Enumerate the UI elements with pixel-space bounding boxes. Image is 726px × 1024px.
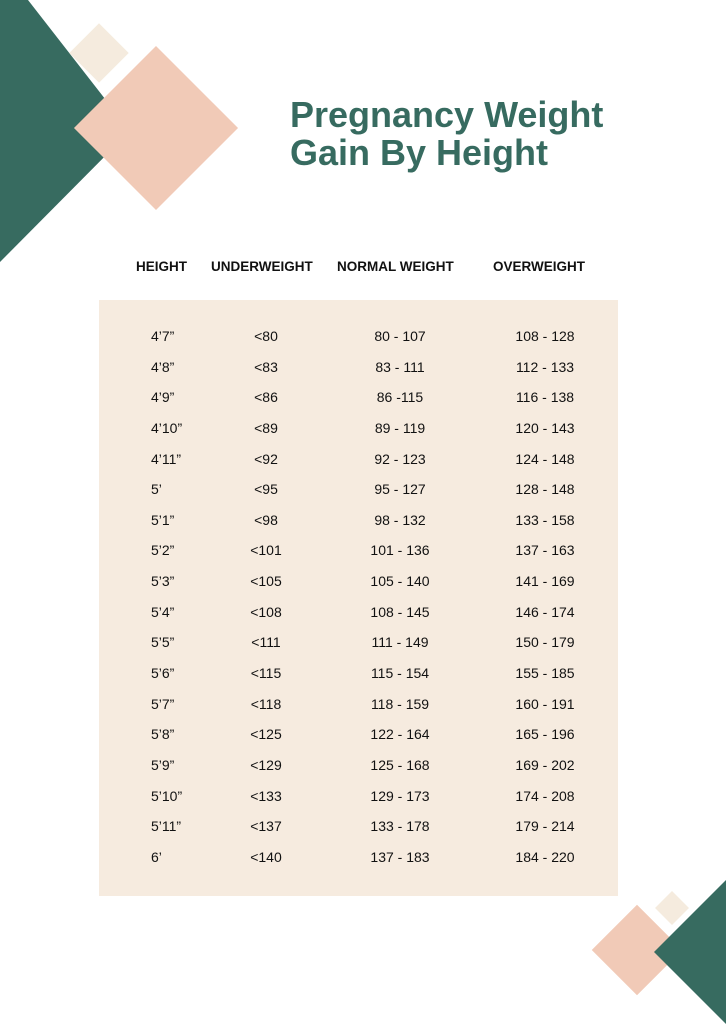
cell-underweight: <108 xyxy=(250,603,282,620)
diamond-cream-bottom-right xyxy=(655,891,689,925)
table-row xyxy=(0,566,726,597)
table-row xyxy=(0,382,726,413)
table-body xyxy=(0,321,726,873)
cell-height: 4’7” xyxy=(151,328,175,344)
table-row xyxy=(0,321,726,352)
cell-height: 6’ xyxy=(151,848,162,865)
cell-normal-weight: 108 - 145 xyxy=(370,603,430,620)
table-row xyxy=(0,505,726,536)
cell-height: 5’1” xyxy=(151,511,175,528)
cell-underweight: <80 xyxy=(254,328,278,344)
cell-underweight: <140 xyxy=(250,848,282,865)
cell-overweight: 160 - 191 xyxy=(515,695,575,712)
cell-normal-weight: 122 - 164 xyxy=(370,726,430,743)
cell-underweight: <95 xyxy=(254,481,278,498)
page-title xyxy=(290,96,670,172)
cell-height: 5’ xyxy=(151,481,162,498)
table-row xyxy=(0,842,726,873)
table-row xyxy=(0,627,726,658)
cell-underweight: <89 xyxy=(254,419,278,436)
cell-normal-weight: 118 - 159 xyxy=(370,695,430,712)
cell-overweight: 184 - 220 xyxy=(515,848,575,865)
cell-overweight: 169 - 202 xyxy=(515,756,575,773)
cell-height: 5’3” xyxy=(151,573,175,590)
cell-overweight: 146 - 174 xyxy=(515,603,575,620)
cell-underweight: <115 xyxy=(250,665,282,682)
cell-overweight: 150 - 179 xyxy=(515,634,575,651)
cell-overweight: 133 - 158 xyxy=(515,511,575,528)
cell-underweight: <118 xyxy=(250,695,282,712)
cell-normal-weight: 133 - 178 xyxy=(370,818,430,835)
cell-height: 5’9” xyxy=(151,756,175,773)
cell-height: 5’8” xyxy=(151,726,175,743)
table-row xyxy=(0,781,726,812)
table-row xyxy=(0,535,726,566)
title-line-1: Pregnancy Weight xyxy=(290,94,604,135)
cell-normal-weight: 83 - 111 xyxy=(375,358,425,375)
cell-height: 5’6” xyxy=(151,665,175,682)
cell-normal-weight: 98 - 132 xyxy=(374,511,426,528)
cell-overweight: 179 - 214 xyxy=(515,818,575,835)
cell-underweight: <133 xyxy=(250,787,282,804)
cell-underweight: <129 xyxy=(250,756,282,773)
cell-overweight: 108 - 128 xyxy=(515,328,575,344)
table-row xyxy=(0,352,726,383)
table-row xyxy=(0,474,726,505)
header-underweight: UNDERWEIGHT xyxy=(211,259,313,274)
cell-height: 5’5” xyxy=(151,634,175,651)
cell-normal-weight: 80 - 107 xyxy=(374,328,426,344)
table-row xyxy=(0,444,726,475)
table-row xyxy=(0,597,726,628)
cell-normal-weight: 137 - 183 xyxy=(370,848,430,865)
cell-height: 4’11” xyxy=(151,450,182,467)
cell-height: 5’11” xyxy=(151,818,182,835)
cell-normal-weight: 105 - 140 xyxy=(370,573,430,590)
cell-height: 5’2” xyxy=(151,542,175,559)
cell-overweight: 174 - 208 xyxy=(515,787,575,804)
cell-normal-weight: 89 - 119 xyxy=(374,419,426,436)
cell-height: 5’10” xyxy=(151,787,183,804)
cell-underweight: <98 xyxy=(254,511,278,528)
cell-underweight: <137 xyxy=(250,818,282,835)
cell-overweight: 112 - 133 xyxy=(515,358,575,375)
cell-overweight: 137 - 163 xyxy=(515,542,575,559)
cell-normal-weight: 101 - 136 xyxy=(370,542,430,559)
cell-normal-weight: 86 -115 xyxy=(376,389,424,406)
cell-underweight: <83 xyxy=(254,358,278,375)
cell-normal-weight: 125 - 168 xyxy=(370,756,430,773)
cell-normal-weight: 92 - 123 xyxy=(374,450,426,467)
cell-underweight: <92 xyxy=(254,450,278,467)
cell-underweight: <125 xyxy=(250,726,282,743)
cell-underweight: <101 xyxy=(250,542,282,559)
table-row xyxy=(0,658,726,689)
cell-height: 5’4” xyxy=(151,603,175,620)
cell-height: 4’9” xyxy=(151,389,175,406)
cell-overweight: 128 - 148 xyxy=(515,481,575,498)
cell-overweight: 116 - 138 xyxy=(515,389,575,406)
title-line-2: Gain By Height xyxy=(290,132,549,173)
cell-normal-weight: 95 - 127 xyxy=(374,481,426,498)
header-normal-weight: NORMAL WEIGHT xyxy=(337,259,454,274)
header-height: HEIGHT xyxy=(136,259,188,274)
cell-overweight: 124 - 148 xyxy=(515,450,575,467)
header-overweight: OVERWEIGHT xyxy=(493,259,586,274)
cell-normal-weight: 111 - 149 xyxy=(371,634,429,651)
cell-underweight: <111 xyxy=(251,634,281,651)
cell-underweight: <105 xyxy=(250,573,282,590)
table-row xyxy=(0,719,726,750)
cell-height: 4’10” xyxy=(151,419,183,436)
cell-height: 5’7” xyxy=(151,695,175,712)
table-row xyxy=(0,811,726,842)
cell-overweight: 165 - 196 xyxy=(515,726,575,743)
cell-overweight: 155 - 185 xyxy=(515,665,575,682)
cell-overweight: 141 - 169 xyxy=(515,573,575,590)
cell-normal-weight: 115 - 154 xyxy=(370,665,430,682)
table-row xyxy=(0,750,726,781)
cell-overweight: 120 - 143 xyxy=(515,419,575,436)
table-row xyxy=(0,413,726,444)
cell-height: 4’8” xyxy=(151,358,175,375)
cell-underweight: <86 xyxy=(254,389,278,406)
table-row xyxy=(0,689,726,720)
cell-normal-weight: 129 - 173 xyxy=(370,787,430,804)
